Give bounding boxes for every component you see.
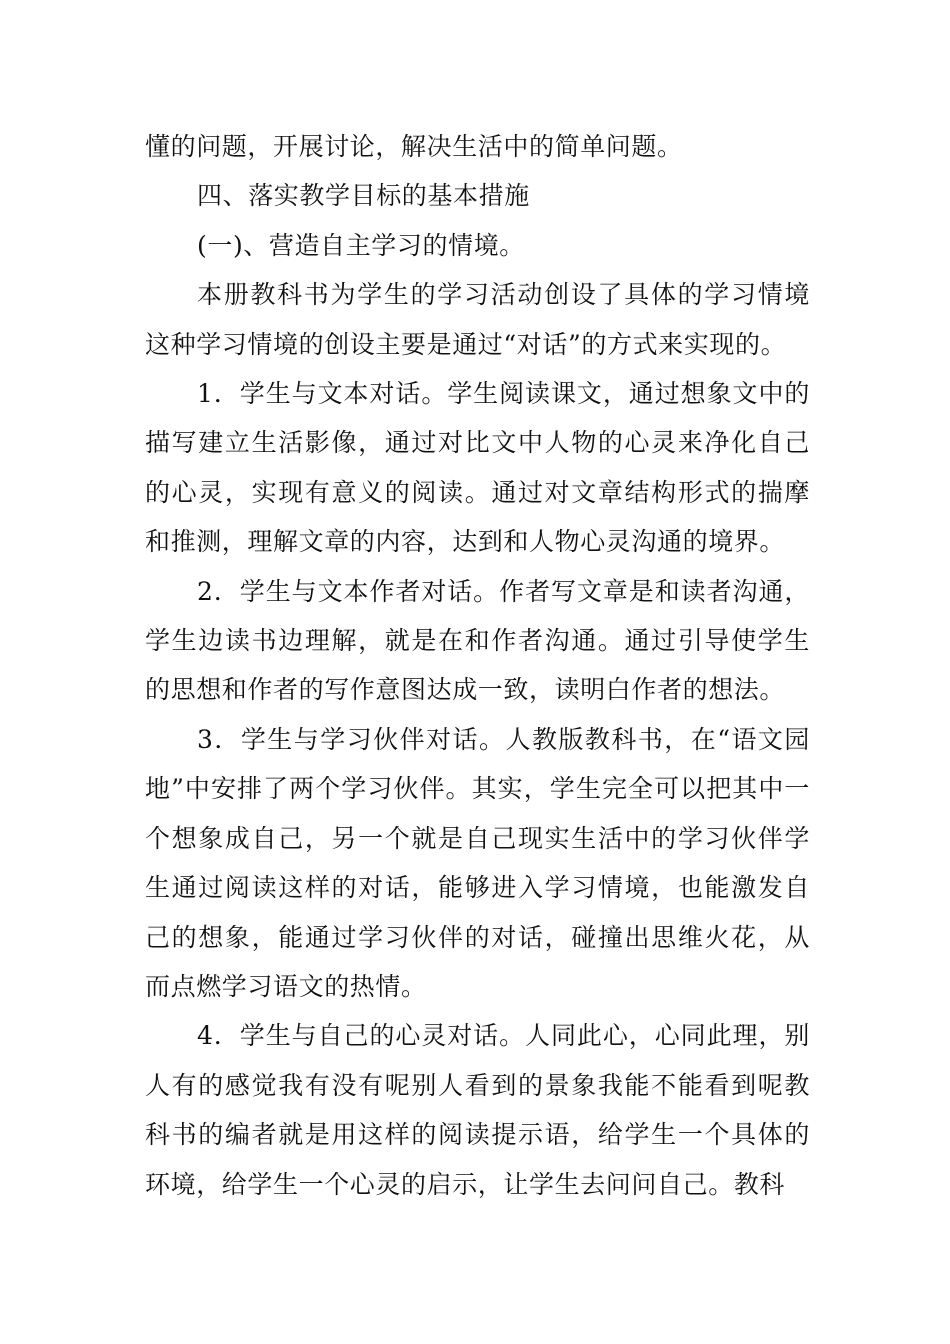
paragraph-item-2: 2．学生与文本作者对话。作者写文章是和读者沟通，学生边读书边理解，就是在和作者沟通。通过引导使学生的思想和作者的写作意图达成一致，读明白作者的想法。 (145, 576, 810, 705)
subsection-heading: (一)、营造自主学习的情境。 (197, 230, 525, 260)
document-body (145, 122, 810, 1209)
paragraph-continuation: 懂的问题，开展讨论，解决生活中的简单问题。 (145, 132, 683, 161)
section-heading: 四、落实教学目标的基本措施 (197, 181, 530, 211)
paragraph-intro: 本册教科书为学生的学习活动创设了具体的学习情境这种学习情境的创设主要是通过“对话”的方式来实现的。 (145, 280, 810, 359)
paragraph-item-3: 3．学生与学习伙伴对话。人教版教科书，在“语文园地”中安排了两个学习伙伴。其实，学生完全可以把其中一个想象成自己，另一个就是自己现实生活中的学习伙伴学生通过阅读这样的对话，能够进入学习情境，也能激发自己的想象，能通过学习伙伴的对话，碰撞出思维火花，从而点燃学习语文的热情。 (145, 724, 810, 1001)
paragraph-item-1: 1．学生与文本对话。学生阅读课文，通过想象文中的描写建立生活影像，通过对比文中人物的心灵来净化自己的心灵，实现有意义的阅读。通过对文章结构形式的揣摩和推测，理解文章的内容，达到和人物心灵沟通的境界。 (145, 379, 810, 557)
paragraph-item-4: 4．学生与自己的心灵对话。人同此心，心同此理，别人有的感觉我有没有呢别人看到的景象我能不能看到呢教科书的编者就是用这样的阅读提示语，给学生一个具体的环境，给学生一个心灵的启示，让学生去问问自己。教科 (145, 1021, 810, 1199)
